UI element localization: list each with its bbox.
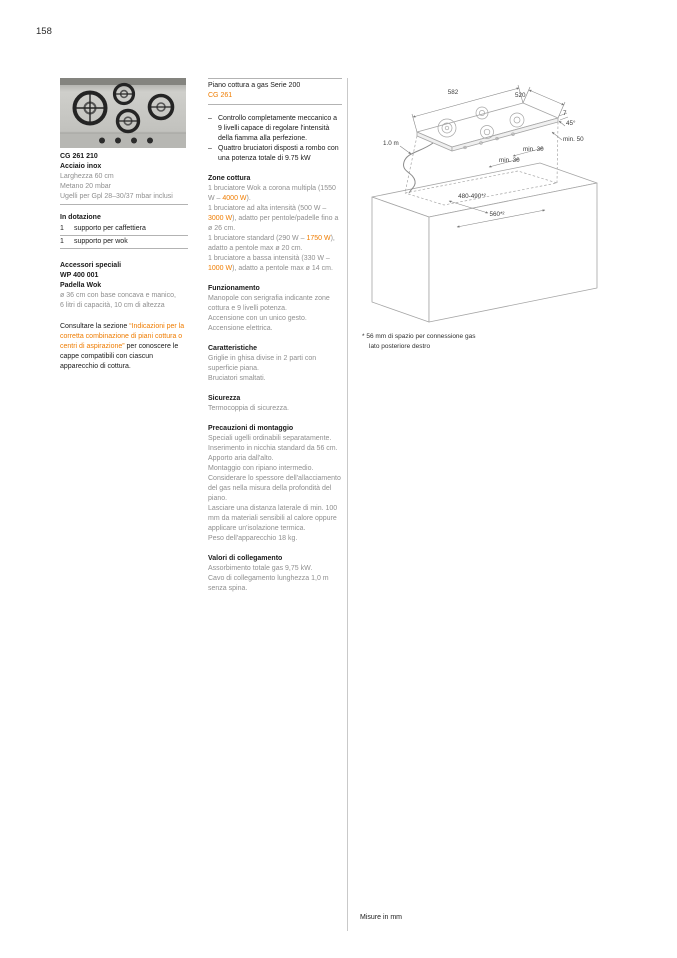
note-prefix: Consultare la sezione (60, 323, 130, 330)
bullet-dash: – (208, 145, 212, 152)
section-line: Termocoppia di sicurezza. (208, 405, 289, 412)
spec-nozzles: Ugelli per Gpl 28–30/37 mbar inclusi (60, 193, 173, 200)
section-line: Peso dell'apparecchio 18 kg. (208, 535, 298, 542)
bullet-text: Controllo completamente meccanico a 9 livelli capace di regolare l'intensità della fiamma alla perfezione. (218, 115, 338, 142)
diagram-footnote (362, 332, 572, 351)
section-zone-cottura (208, 174, 342, 274)
section-line: 1 bruciatore ad alta intensità (500 W – 3000 W), adatto per pentole/padelle fino a ø 26 cm. (208, 205, 339, 232)
product-finish: Acciaio inox (60, 163, 102, 170)
item-label: supporto per caffettiera (74, 225, 146, 232)
section-line: 1 bruciatore standard (290 W – 1750 W), adatto a pentole max ø 20 cm. (208, 235, 335, 252)
product-photo (60, 78, 186, 148)
dim-582-label: 582 (447, 89, 459, 96)
item-qty: 1 (60, 238, 64, 245)
section-title: Caratteristiche (208, 345, 258, 352)
accessori-title: Accessori speciali (60, 262, 122, 269)
section-line: 1 bruciatore Wok a corona multipla (1550 W – 4000 W). (208, 185, 336, 202)
spec-width: Larghezza 60 cm (60, 173, 114, 180)
installation-drawing (355, 80, 655, 340)
accessori-code: WP 400 001 (60, 272, 99, 279)
section-caratteristiche (208, 344, 342, 384)
section-line: Manopole con serigrafia indicante zone cottura e 9 livelli potenza. (208, 295, 330, 312)
section-line: Cavo di collegamento lunghezza 1,0 m senza spina. (208, 575, 329, 592)
item-label: supporto per wok (74, 238, 128, 245)
section-line: Speciali ugelli ordinabili separatamente. (208, 435, 332, 442)
product-model: CG 261 210 (60, 153, 98, 160)
accessori-desc: 6 litri di capacità, 10 cm di altezza (60, 302, 165, 309)
section-line: Montaggio con ripiano intermedio. (208, 465, 314, 472)
section-line: Griglie in ghisa divise in 2 parti con superficie piana. (208, 355, 317, 372)
description-column (208, 78, 342, 594)
model-link[interactable]: CG 261 (208, 92, 233, 99)
dim-560-label: 560*² (489, 211, 505, 218)
left-column (60, 78, 188, 372)
section-sicurezza (208, 394, 342, 414)
feature-bullet (208, 144, 342, 164)
dim-gas-length-label: 1.0 m (383, 140, 399, 147)
section-title: Funzionamento (208, 285, 260, 292)
section-title: Precauzioni di montaggio (208, 425, 294, 432)
section-line: Lasciare una distanza laterale di min. 100 mm da materiali sensibili al calore oppure applicare un'isolazione termica. (208, 505, 338, 532)
cabinet-outline (372, 163, 597, 322)
note-suffix: per conoscere le cappe compatibili con ciascun apparecchio di cottura. (60, 343, 179, 370)
section-line: Apporto aria dall'alto. (208, 455, 274, 462)
dotazione-title: In dotazione (60, 214, 101, 221)
series-header (208, 78, 342, 105)
section-precauzioni (208, 424, 342, 544)
measure-unit-note: Misure in mm (360, 914, 403, 921)
section-line: Inserimento in nicchia standard da 56 cm. (208, 445, 338, 452)
dim-520-label: 520 (515, 92, 526, 99)
footnote-line: * 56 mm di spazio per connessione gas (362, 333, 476, 340)
section-line: 1 bruciatore a bassa intensità (330 W – 1000 W), adatto a pentole max ø 14 cm. (208, 255, 333, 272)
section-line: Considerare lo spessore dell'allacciamento del gas nella misura della profondità del piano. (208, 475, 341, 502)
series-title: Piano cottura a gas Serie 200 (208, 82, 301, 89)
dim-7-label: 7 (563, 110, 567, 117)
column-divider (347, 78, 348, 931)
page-number: 158 (36, 26, 52, 37)
dotazione-item (60, 223, 188, 236)
divider (60, 204, 188, 205)
dim-480-490-label: 480-490*² (458, 193, 486, 200)
section-title: Valori di collegamento (208, 555, 283, 562)
dim-45deg-label: 45° (566, 120, 576, 127)
section-line: Assorbimento totale gas 9,75 kW. (208, 565, 313, 572)
dim-min30-a-label: min. 30 (523, 146, 544, 153)
note-section-link[interactable]: “Indicazioni per la corretta combinazione di piani cottura o centri di aspirazione” (60, 323, 185, 350)
section-valori (208, 554, 342, 594)
section-title: Sicurezza (208, 395, 241, 402)
accessori-name: Padella Wok (60, 282, 102, 289)
section-title: Zone cottura (208, 175, 251, 182)
feature-bullet (208, 114, 342, 144)
section-funzionamento (208, 284, 342, 334)
accessori-desc: ø 36 cm con base concava e manico, (60, 292, 176, 299)
section-line: Bruciatori smaltati. (208, 375, 266, 382)
section-line: Accensione elettrica. (208, 325, 273, 332)
footnote-line: lato posteriore destro (369, 342, 431, 350)
dotazione-item (60, 236, 188, 249)
bullet-text: Quattro bruciatori disposti a rombo con una potenza totale di 9.75 kW (218, 145, 339, 162)
spec-gas: Metano 20 mbar (60, 183, 111, 190)
bullet-dash: – (208, 115, 212, 122)
dim-min50-label: min. 50 (563, 136, 584, 143)
item-qty: 1 (60, 225, 64, 232)
section-line: Accensione con un unico gesto. (208, 315, 307, 322)
dim-min30-b-label: min. 30 (499, 157, 520, 164)
compatibility-note (60, 322, 188, 372)
